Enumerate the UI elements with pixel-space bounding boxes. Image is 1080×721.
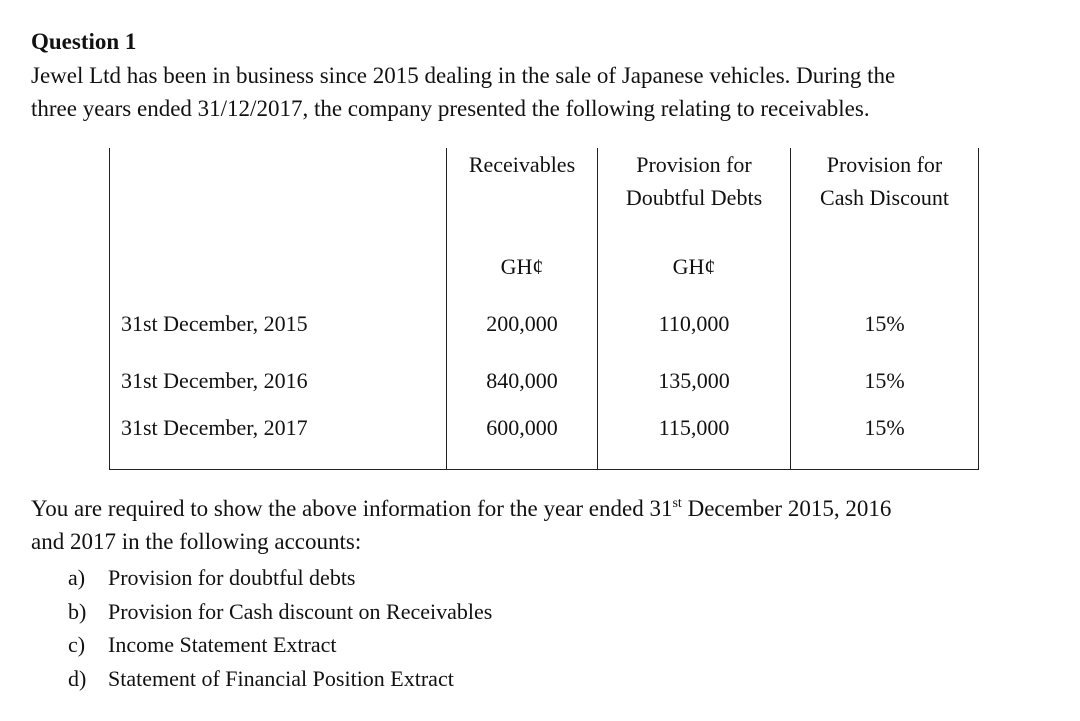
list-item-text: Provision for doubtful debts <box>108 565 356 590</box>
row-receivables: 600,000 <box>447 409 598 470</box>
table-header-row <box>110 148 979 238</box>
row-receivables: 840,000 <box>447 352 598 409</box>
row-pcd: 15% <box>791 352 979 409</box>
header-pcd-line-2: Cash Discount <box>820 185 949 210</box>
currency-blank-cell <box>110 238 447 295</box>
table-row <box>110 409 979 470</box>
task-list <box>68 561 492 695</box>
row-date: 31st December, 2017 <box>110 409 447 470</box>
table-row <box>110 295 979 352</box>
list-item <box>68 595 492 629</box>
header-pcd-line-1: Provision for <box>826 152 943 177</box>
requirement-text <box>31 492 1051 558</box>
currency-pcd-blank <box>791 238 979 295</box>
list-item <box>68 561 492 595</box>
currency-pdd: GH¢ <box>598 238 791 295</box>
question-intro <box>31 59 1051 125</box>
receivables-table <box>109 148 979 470</box>
currency-row <box>110 238 979 295</box>
list-item-marker: a) <box>68 565 86 590</box>
header-pdd-line-2: Doubtful Debts <box>625 185 763 210</box>
row-date: 31st December, 2015 <box>110 295 447 352</box>
list-item-marker: d) <box>68 665 87 691</box>
header-blank-cell <box>110 148 447 238</box>
row-date: 31st December, 2016 <box>110 352 447 409</box>
row-pdd: 115,000 <box>598 409 791 470</box>
requirement-line-1b: December 2015, 2016 <box>681 496 892 521</box>
row-pcd: 15% <box>791 409 979 470</box>
currency-receivables: GH¢ <box>447 238 598 295</box>
row-pdd: 110,000 <box>598 295 791 352</box>
list-item-text: Provision for Cash discount on Receivables <box>108 598 493 624</box>
list-item-text: Statement of Financial Position Extract <box>108 665 454 691</box>
header-provision-cash-discount <box>791 148 979 238</box>
list-item-marker: c) <box>68 632 86 657</box>
intro-line-2: three years ended 31/12/2017, the company presented the following relating to receivables. <box>31 96 870 121</box>
intro-line-1: Jewel Ltd has been in business since 2015 dealing in the sale of Japanese vehicles. During the <box>31 63 896 88</box>
requirement-line-1a: You are required to show the above information for the year ended 31 <box>31 496 673 521</box>
question-title: Question 1 <box>31 29 137 54</box>
table-row <box>110 352 979 409</box>
row-pcd: 15% <box>791 295 979 352</box>
header-receivables: Receivables <box>447 148 598 238</box>
list-item <box>68 662 492 696</box>
header-pdd-line-1: Provision for <box>636 152 752 177</box>
list-item <box>68 628 492 662</box>
row-pdd: 135,000 <box>598 352 791 409</box>
requirement-ordinal-suffix: st <box>672 496 682 511</box>
row-receivables: 200,000 <box>447 295 598 352</box>
list-item-marker: b) <box>68 598 87 624</box>
list-item-text: Income Statement Extract <box>108 632 337 657</box>
header-provision-doubtful-debts <box>598 148 791 238</box>
requirement-line-2: and 2017 in the following accounts: <box>31 529 362 554</box>
